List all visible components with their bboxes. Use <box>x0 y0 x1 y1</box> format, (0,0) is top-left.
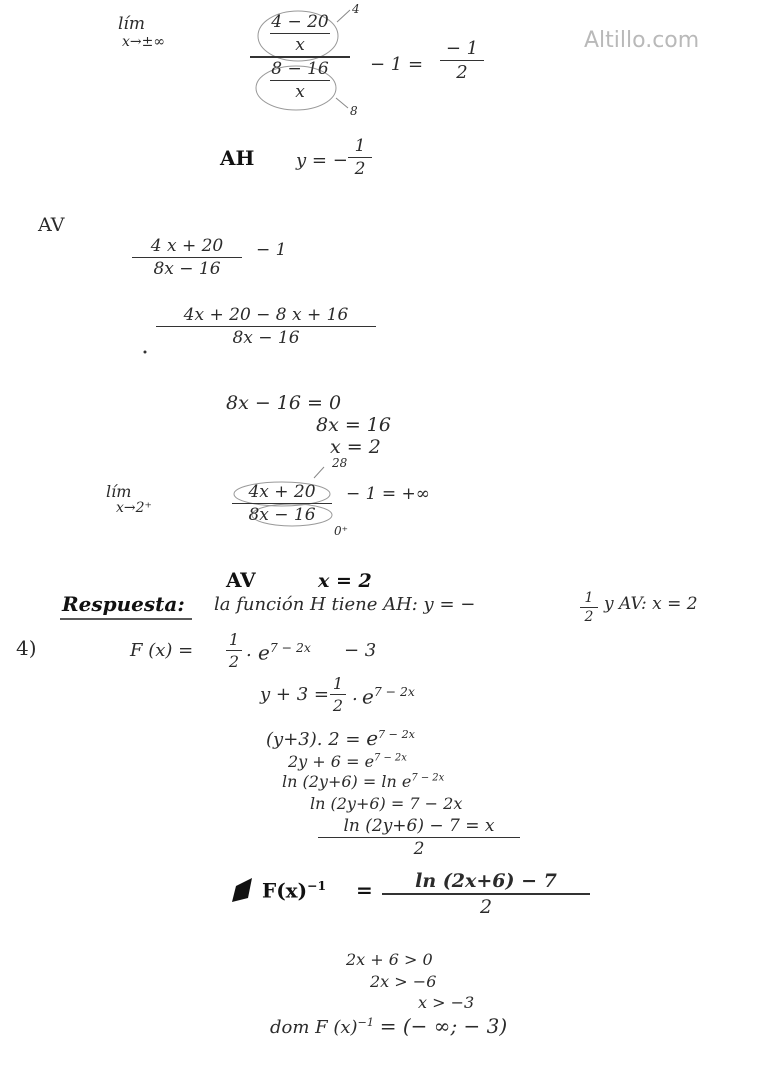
frac-bar <box>232 503 332 504</box>
domain-rhs: = (− ∞; − 3) <box>379 1014 508 1038</box>
step2 <box>266 726 415 750</box>
domain-exp: −1 <box>357 1016 375 1029</box>
frac-bar <box>132 257 242 258</box>
step1-base: e <box>362 684 374 709</box>
step3 <box>288 752 407 771</box>
ah-fraction <box>348 136 372 179</box>
frac-bar <box>580 607 598 608</box>
limit1-den-frac <box>270 59 330 102</box>
ah-label: AH <box>220 146 255 170</box>
av-frac2 <box>156 305 376 348</box>
dot-mark <box>144 351 147 354</box>
limit2-annot-bot: 0⁺ <box>334 524 348 538</box>
step2-base: e <box>366 726 379 750</box>
av-frac1-den: 8x − 16 <box>153 259 221 279</box>
watermark: Altillo.com <box>584 28 700 53</box>
inverse-exp: −1 <box>307 878 327 893</box>
pen-mark <box>232 878 252 902</box>
frac-bar <box>270 80 330 81</box>
f-def-expr <box>258 640 311 665</box>
f-def-lhs: F (x) = <box>130 640 194 661</box>
frac-bar <box>250 56 350 58</box>
step2-lhs: (y+3). 2 = <box>266 729 361 750</box>
step1-num: 1 <box>332 674 344 693</box>
inverse-lhs <box>262 878 326 903</box>
av-frac2-den: 8x − 16 <box>232 328 300 348</box>
limit1-annot-top: 4 <box>352 2 360 16</box>
limit1-label: lím <box>118 14 145 34</box>
ah-den: 2 <box>354 159 366 179</box>
limit1-result-num: − 1 <box>445 38 479 59</box>
solve-step: x = 2 <box>330 436 381 458</box>
f-def-den: 2 <box>228 652 240 671</box>
limit1-sub: x→±∞ <box>122 34 166 50</box>
step1-fraction <box>330 674 346 715</box>
limit1-result <box>440 38 484 83</box>
step3-lhs: 2y + 6 = <box>288 752 360 771</box>
f-def-exp: 7 − 2x <box>269 640 311 655</box>
inverse-func: F(x) <box>262 878 308 903</box>
inverse-fraction <box>382 870 590 918</box>
av-frac2-num: 4x + 20 − 8 x + 16 <box>183 305 349 325</box>
frac-bar <box>156 326 376 327</box>
step6-fraction <box>318 816 520 859</box>
f-def-dot: . <box>246 640 252 661</box>
step4-exp: 7 − 2x <box>411 772 445 784</box>
av-frac1-num: 4 x + 20 <box>150 236 224 256</box>
solve-step: 8x − 16 = 0 <box>226 392 342 414</box>
ah-num: 1 <box>354 136 366 156</box>
limit2-tail: − 1 = +∞ <box>346 484 430 504</box>
respuesta-tail: y AV: x = 2 <box>604 594 698 614</box>
limit2-annot-top: 28 <box>332 456 348 470</box>
limit1-num-top: 4 − 20 <box>271 12 329 32</box>
av-title: AV <box>38 214 65 236</box>
step4 <box>282 772 444 791</box>
f-def-base: e <box>258 640 270 665</box>
limit1-annot-bot: 8 <box>350 104 358 118</box>
limit1-result-den: 2 <box>456 62 468 83</box>
av-frac1 <box>132 236 242 279</box>
respuesta-den: 2 <box>584 609 594 625</box>
step1-den: 2 <box>332 696 344 715</box>
step6-den: 2 <box>413 839 425 859</box>
step2-exp: 7 − 2x <box>378 728 415 741</box>
frac-bar <box>440 60 484 61</box>
limit2-sub: x→2⁺ <box>116 500 152 516</box>
domain-lhs: dom F (x) <box>270 1017 358 1038</box>
arrow-mark <box>314 467 324 478</box>
domain-step: x > −3 <box>418 993 475 1012</box>
frac-bar <box>270 33 330 34</box>
limit2-label: lím <box>106 482 132 501</box>
frac-bar <box>330 694 346 695</box>
ah-eq: y = − <box>296 150 348 171</box>
respuesta-text: la función H tiene AH: y = − <box>214 594 476 615</box>
limit1-tail: − 1 = <box>370 54 424 75</box>
respuesta-label: Respuesta: <box>62 592 185 616</box>
limit1-num-bot: x <box>295 35 305 55</box>
limit2-num: 4x + 20 <box>248 482 316 502</box>
av-result-eq: x = 2 <box>318 570 372 592</box>
limit2-den: 8x − 16 <box>248 505 316 525</box>
frac-bar <box>348 157 372 158</box>
av-frac1-tail: − 1 <box>256 240 287 260</box>
step1-exp: 7 − 2x <box>373 684 415 699</box>
step3-exp: 7 − 2x <box>374 752 407 764</box>
step4-lhs: ln (2y+6) = <box>282 772 377 791</box>
solve-step: 8x = 16 <box>316 414 391 436</box>
step6-num: ln (2y+6) − 7 = x <box>343 816 495 836</box>
frac-bar <box>382 893 590 895</box>
limit1-den-bot: x <box>295 82 305 102</box>
frac-bar <box>226 650 242 651</box>
domain-step: 2x > −6 <box>370 972 437 991</box>
problem4-number: 4) <box>16 636 37 660</box>
step1-lhs: y + 3 = <box>260 684 329 705</box>
limit1-num-frac <box>270 12 330 55</box>
step1-dot: . <box>352 684 358 705</box>
inverse-eq: = <box>356 878 373 902</box>
step5: ln (2y+6) = 7 − 2x <box>310 794 463 813</box>
step3-base: e <box>364 752 375 771</box>
frac-bar <box>318 837 520 838</box>
f-def-fraction <box>226 630 242 671</box>
respuesta-fraction <box>580 590 598 625</box>
step1-expr <box>362 684 415 709</box>
inverse-den: 2 <box>479 896 493 918</box>
step4-base: ln e <box>381 772 412 791</box>
f-def-num: 1 <box>228 630 240 649</box>
inverse-num: ln (2x+6) − 7 <box>415 870 557 892</box>
f-def-tail: − 3 <box>344 640 377 661</box>
limit2-fraction <box>232 482 332 525</box>
limit1-den-top: 8 − 16 <box>271 59 329 79</box>
domain-step: 2x + 6 > 0 <box>346 950 433 969</box>
av-result-label: AV <box>226 568 256 592</box>
limit1-fraction <box>250 12 350 102</box>
respuesta-num: 1 <box>584 590 594 606</box>
domain-line <box>270 1014 507 1038</box>
